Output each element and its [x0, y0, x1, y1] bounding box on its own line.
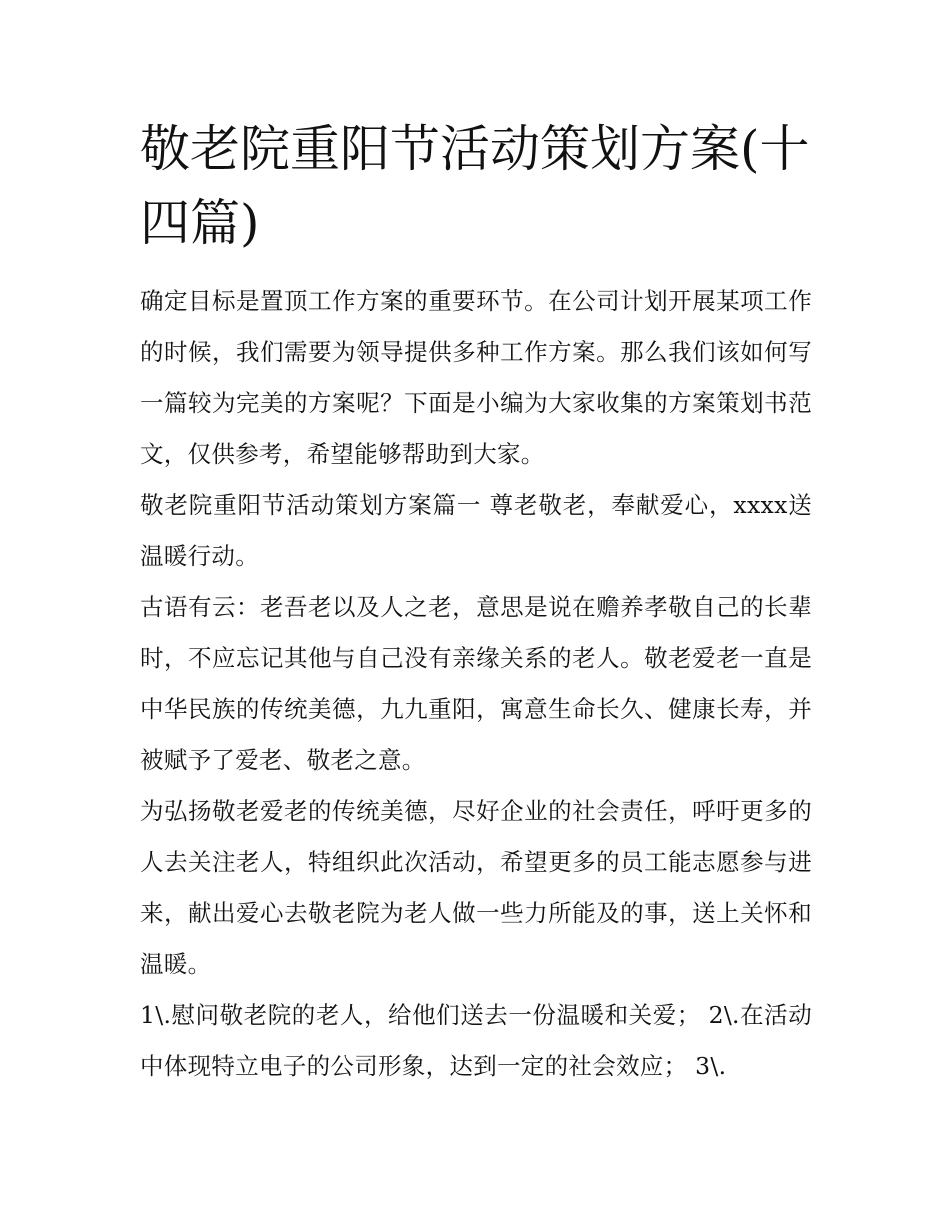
document-body	[140, 112, 812, 1092]
purpose-paragraph: 为弘扬敬老爱老的传统美德，尽好企业的社会责任，呼吁更多的人去关注老人，特组织此次活动，希望更多的员工能志愿参与进来，献出爱心去敬老院为老人做一些力所能及的事，送上关怀和温暖。	[140, 797, 812, 978]
intro-paragraph: 确定目标是置顶工作方案的重要环节。在公司计划开展某项工作的时候，我们需要为领导提供多种工作方案。那么我们该如何写一篇较为完美的方案呢？下面是小编为大家收集的方案策划书范文，仅供参考，希望能够帮助到大家。	[140, 287, 812, 468]
goals-paragraph: 1\.慰问敬老院的老人，给他们送去一份温暖和关爱； 2\.在活动中体现特立电子的公司形象，达到一定的社会效应； 3\.	[140, 1001, 812, 1080]
document-title: 敬老院重阳节活动策划方案(十四篇)	[140, 120, 810, 252]
section-heading-paragraph: 敬老院重阳节活动策划方案篇一 尊老敬老，奉献爱心，xxxx送温暖行动。	[140, 491, 812, 570]
background-paragraph: 古语有云：老吾老以及人之老，意思是说在赡养孝敬自己的长辈时，不应忘记其他与自己没有亲缘关系的老人。敬老爱老一直是中华民族的传统美德，九九重阳，寓意生命长久、健康长寿，并被赋予了爱老、敬老之意。	[140, 593, 812, 774]
